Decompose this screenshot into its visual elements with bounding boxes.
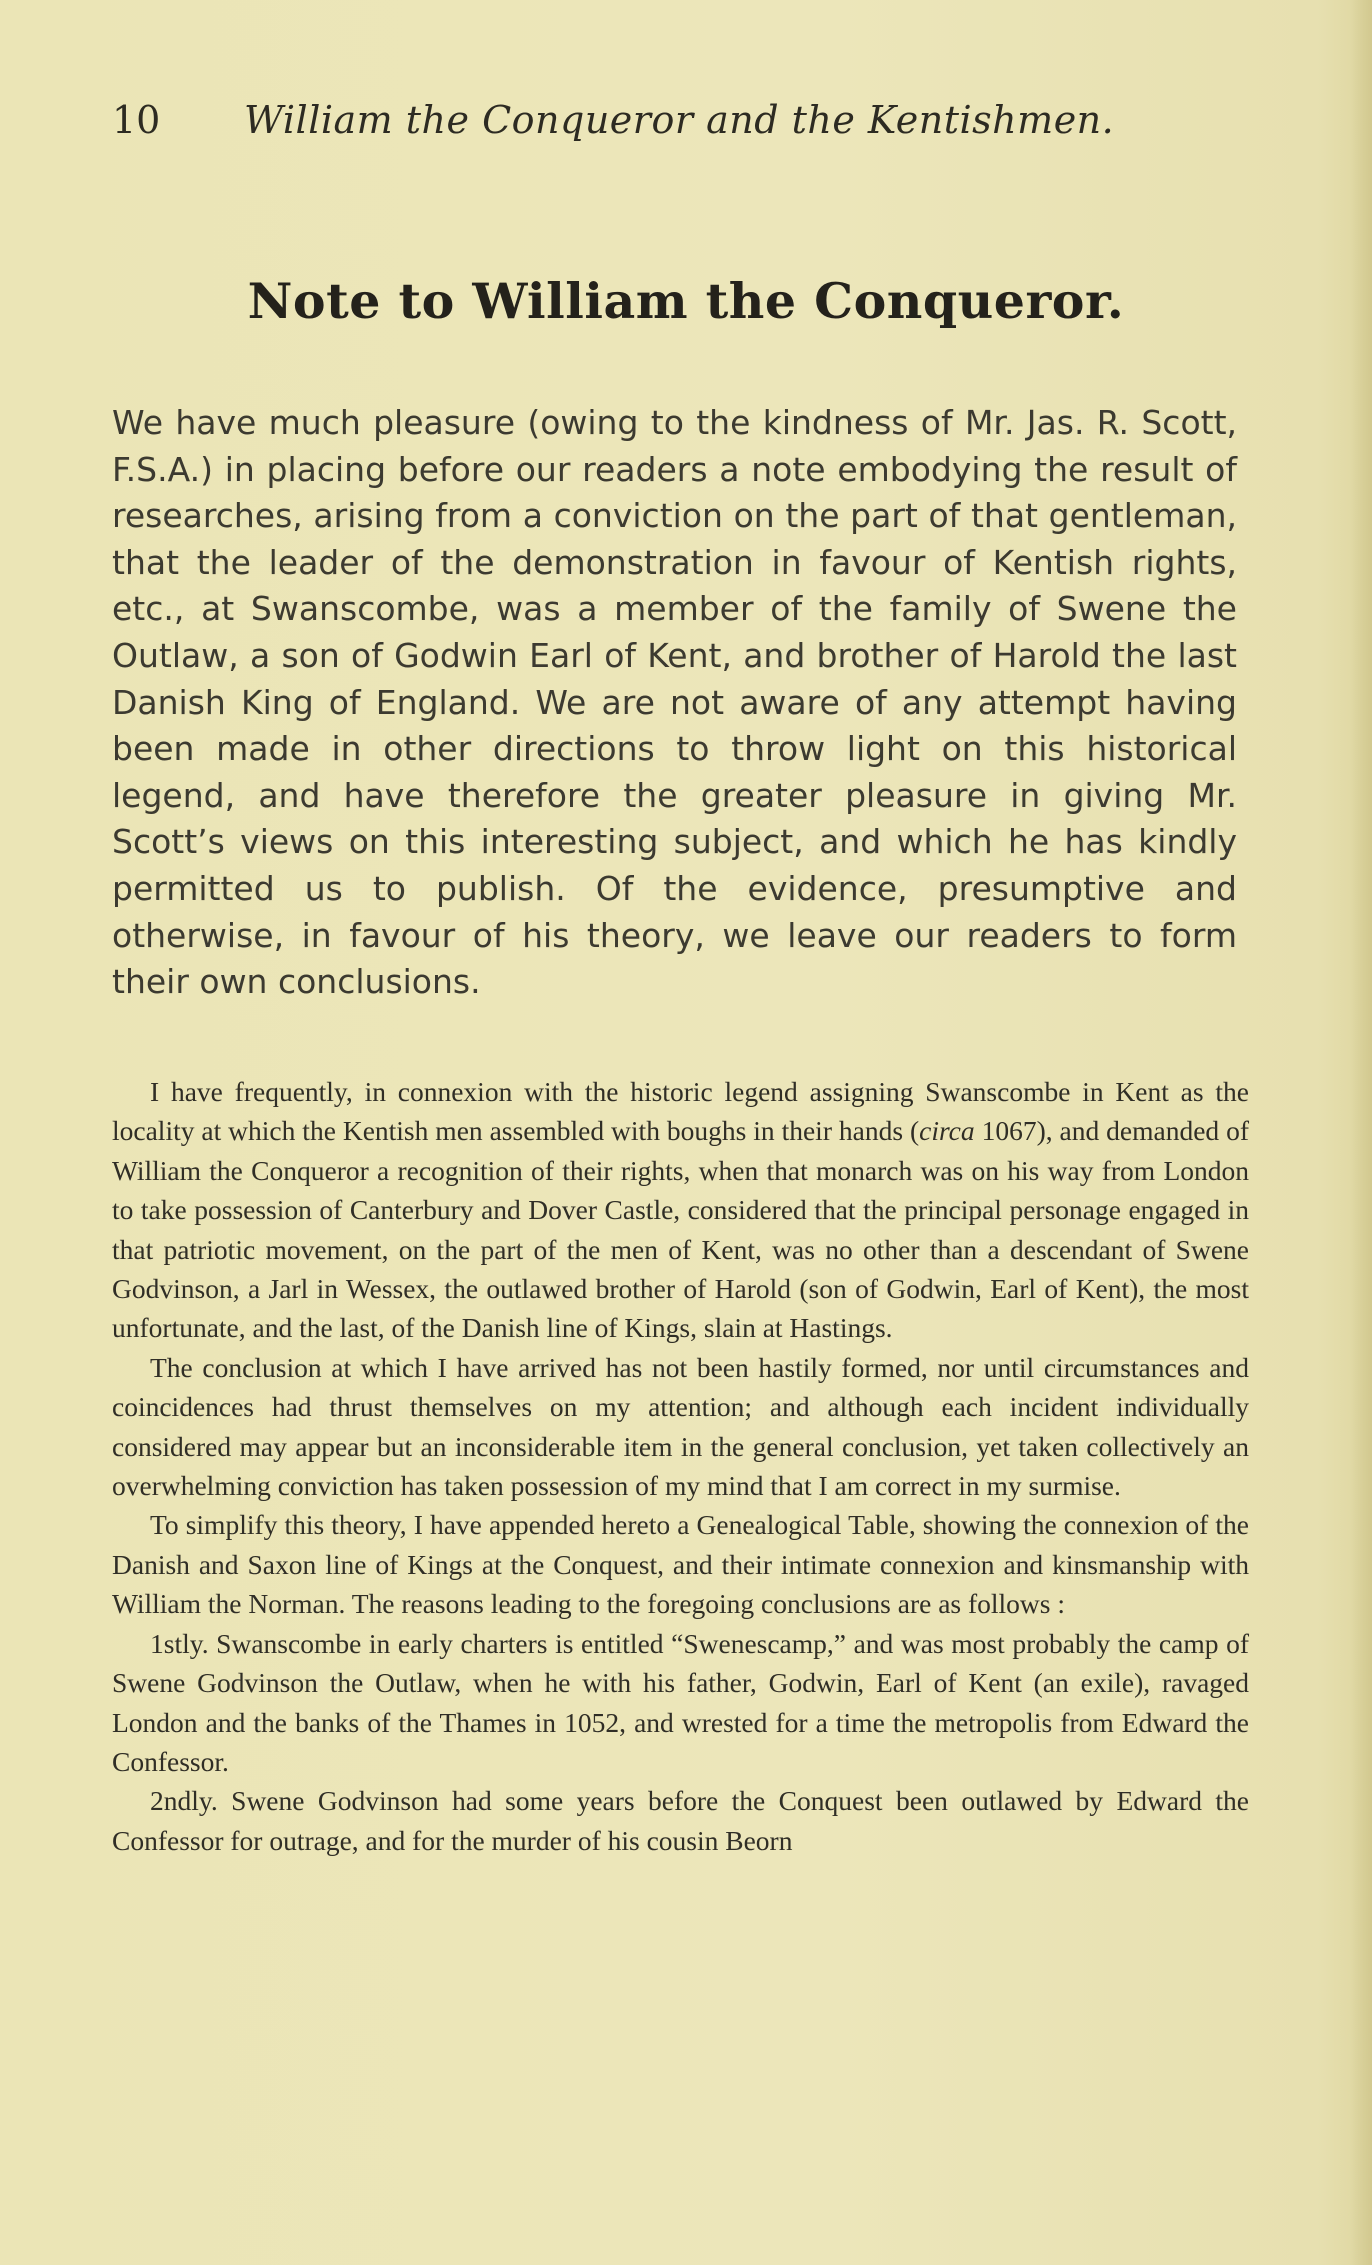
- letter-paragraph-2: The conclusion at which I have arrived has not been hastily formed, nor until circumstances and coincidences had thrust themselves on my attention; and although each incident individually considered may appear but an inconsiderable item in the general conclusion, yet taken collectively an overwhelming conviction has taken possession of my mind that I am correct in my surmise.: [112, 1351, 1249, 1502]
- page-edge-shadow: [1350, 0, 1372, 2265]
- letter-paragraph-1: I have frequently, in connexion with the historic legend assigning Swanscombe in Kent as the locality at which the Kentish men assembled with boughs in their hands (circa 1067), and demanded of William the Conqueror a recognition of their rights, when that monarch was on his way from London to take possession of Canterbury and Dover Castle, considered that the principal personage engaged in that patriotic movement, on the part of the men of Kent, was no other than a descendant of Swene Godvinson, a Jarl in Wessex, the outlawed brother of Harold (son of Godwin, Earl of Kent), the most unfortunate, and the last, of the Danish line of Kings, slain at Hastings.: [112, 1076, 1250, 1344]
- intro-paragraph: We have much pleasure (owing to the kindness of Mr. Jas. R. Scott, F.S.A.) in placing before our readers a note embodying the result of researches, arising from a conviction on the part of that gentleman, that the leader of the demonstration in favour of Kentish rights, etc., at Swanscombe, was a member of the family of Swene the Outlaw, a son of Godwin Earl of Kent, and brother of Harold the last Danish King of England. We are not aware of any attempt having been made in other directions to throw light on this historical legend, and have therefore the greater pleasure in giving Mr. Scott’s views on this interesting subject, and which he has kindly permitted us to publish. Of the evidence, presumptive and otherwise, in favour of his theory, we leave our readers to form their own conclusions.: [112, 403, 1237, 1002]
- page-number: 10: [112, 98, 161, 142]
- letter-paragraph-5: 2ndly. Swene Godvinson had some years before the Conquest been outlawed by Edward the Confessor for outrage, and for the murder of his cousin Beorn: [112, 1785, 1249, 1856]
- letter-paragraph-4: 1stly. Swanscombe in early charters is entitled “Swenescamp,” and was most probably the camp of Swene Godvinson the Outlaw, when he with his father, Godwin, Earl of Kent (an exile), ravaged London and the banks of the Thames in 1052, and wrested for a time the metropolis from Edward the Confessor.: [112, 1627, 1249, 1777]
- running-header: [112, 98, 1262, 142]
- letter-body: [112, 1072, 1249, 1860]
- chapter-title: Note to William the Conqueror.: [247, 272, 1125, 330]
- letter-paragraph-3: To simplify this theory, I have appended hereto a Genealogical Table, showing the connexion of the Danish and Saxon line of Kings at the Conquest, and their intimate connexion and kinsmanship with William the Norman. The reasons leading to the foregoing conclusions are as follows :: [112, 1509, 1249, 1620]
- running-title: William the Conqueror and the Kentishmen.: [244, 98, 1115, 142]
- latin-term: circa: [919, 1115, 975, 1147]
